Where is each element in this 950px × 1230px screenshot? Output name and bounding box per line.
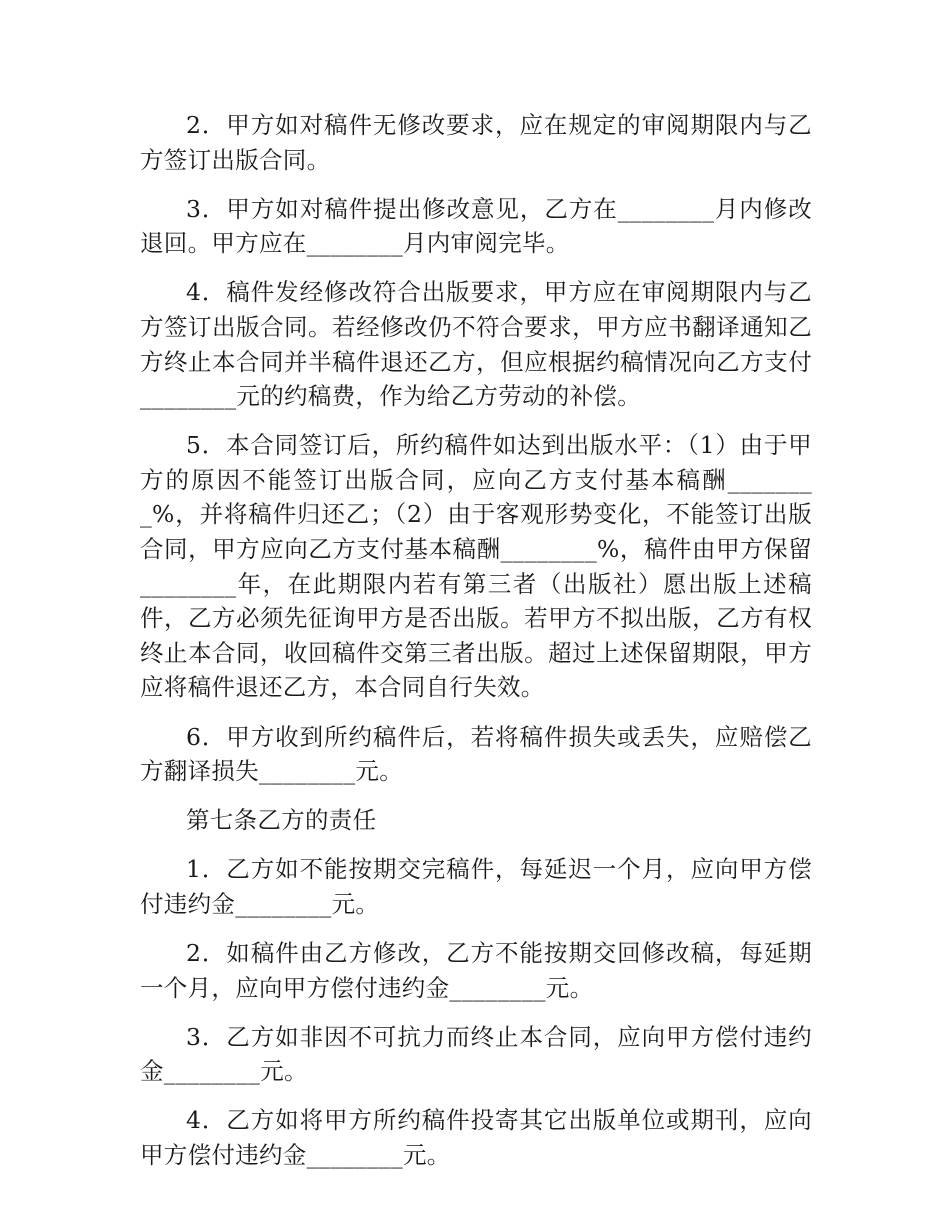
clause-paragraph: 1．乙方如不能按期交完稿件，每延迟一个月，应向甲方偿付违约金________元。 <box>140 855 812 918</box>
section-heading: 第七条乙方的责任 <box>186 806 377 835</box>
clause-paragraph: 3．甲方如对稿件提出修改意见，乙方在________月内修改退回。甲方应在________月内审阅完毕。 <box>140 194 812 258</box>
clause-paragraph: 4．乙方如将甲方所约稿件投寄其它出版单位或期刊，应向甲方偿付违约金________元。 <box>140 1106 812 1169</box>
clause-paragraph: 6．甲方收到所约稿件后，若将稿件损失或丢失，应赔偿乙方翻译损失________元。 <box>140 722 812 786</box>
clause-paragraph: 4．稿件发经修改符合出版要求，甲方应在审阅期限内与乙方签订出版合同。若经修改仍不符合要求，甲方应书翻译通知乙方终止本合同并半稿件退还乙方，但应根据约稿情况向乙方支付________元的约稿费，作为给乙方劳动的补偿。 <box>140 278 812 411</box>
clause-paragraph: 2．甲方如对稿件无修改要求，应在规定的审阅期限内与乙方签订出版合同。 <box>140 111 812 174</box>
document-body <box>140 108 812 1187</box>
clause-paragraph: 5．本合同签订后，所约稿件如达到出版水平：（1）由于甲方的原因不能签订出版合同，应向乙方支付基本稿酬________%，并将稿件归还乙；（2）由于客观形势变化，不能签订出版合同，甲方应向乙方支付基本稿酬________%，稿件由甲方保留________年，在此期限内若有第三者（出版社）愿出版上述稿件，乙方必须先征询甲方是否出版。若甲方不拟出版，乙方有权终止本合同，收回稿件交第三者出版。超过上述保留期限，甲方应将稿件退还乙方，本合同自行失效。 <box>140 431 812 702</box>
clause-paragraph: 2．如稿件由乙方修改，乙方不能按期交回修改稿，每延期一个月，应向甲方偿付违约金________元。 <box>140 938 812 1002</box>
clause-paragraph: 3．乙方如非因不可抗力而终止本合同，应向甲方偿付违约金________元。 <box>140 1022 812 1086</box>
